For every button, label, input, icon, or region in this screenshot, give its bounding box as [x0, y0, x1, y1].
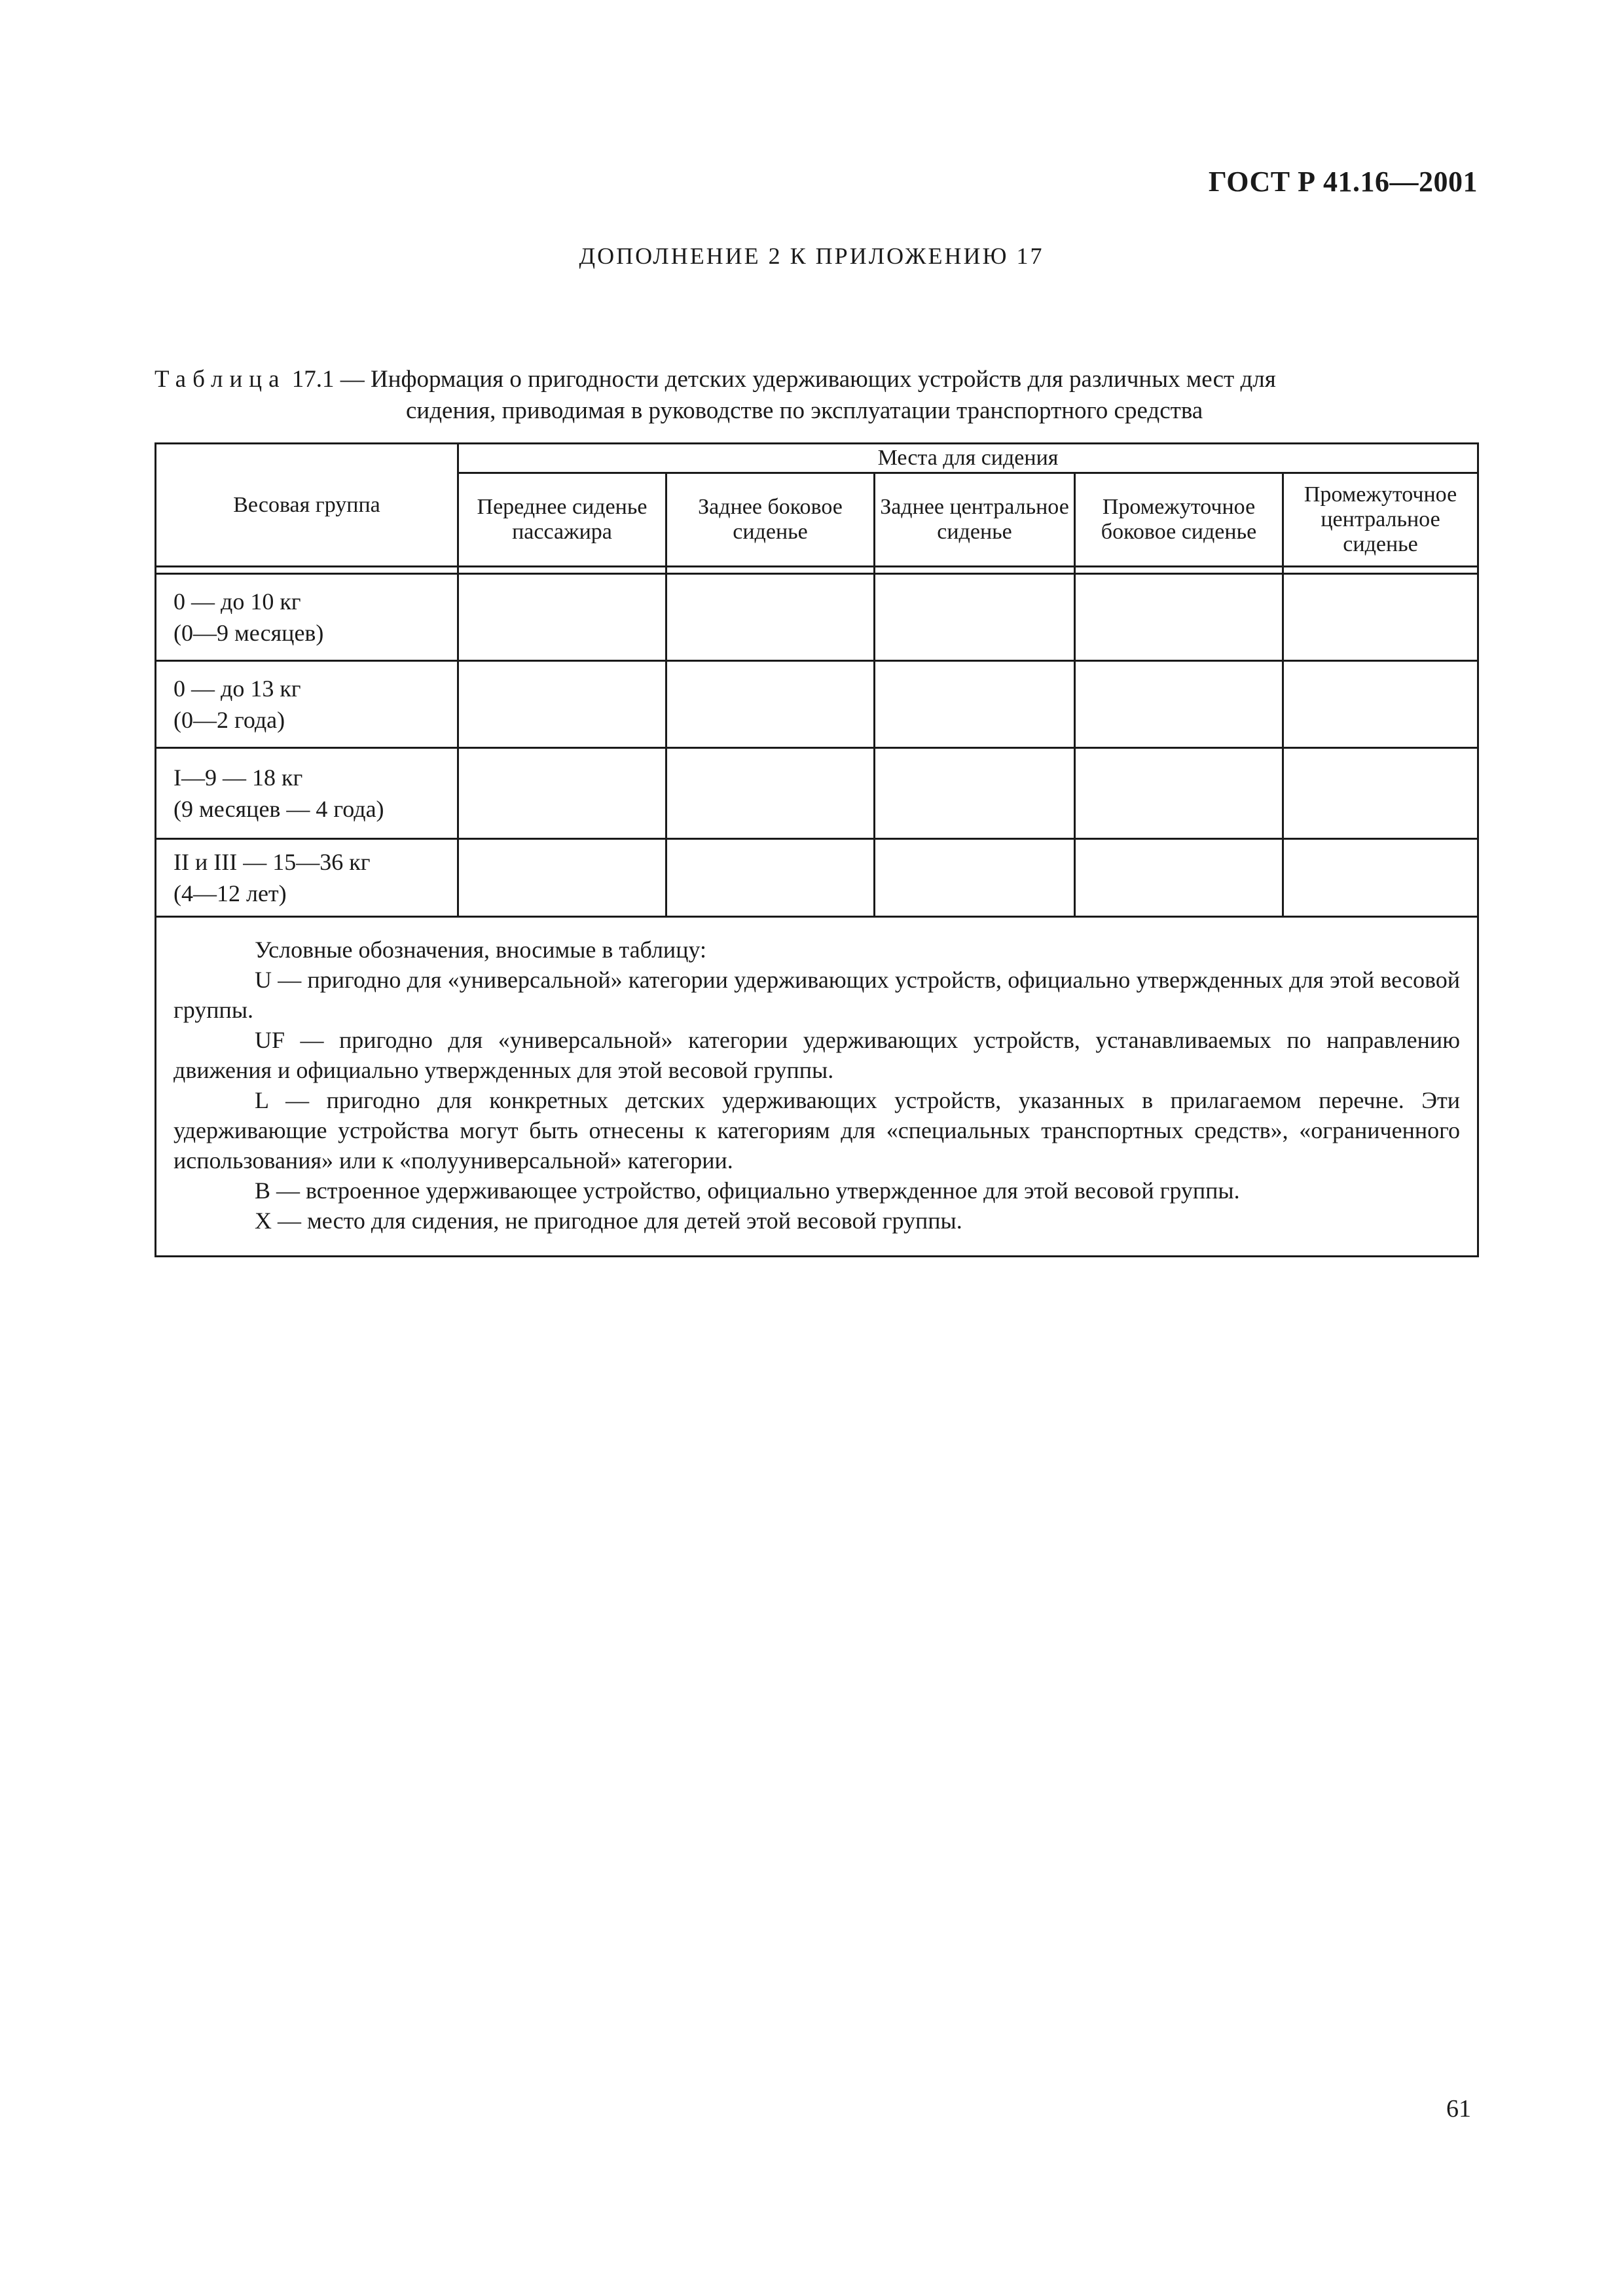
legend-intro: Условные обозначения, вносимые в таблицу: [255, 937, 706, 963]
table-caption-line1: 17.1 — Информация о пригодности детских удерживающих устройств для различных мест для [291, 366, 1276, 393]
empty-cell [875, 748, 1075, 839]
header-middle-center: Промежуточное центральное сиденье [1283, 473, 1478, 567]
weight-group-cell [156, 839, 458, 917]
header-weight-group: Весовая группа [156, 444, 458, 567]
legend-item-u: U — пригодно для «универсальной» категории удерживающих устройств, официально утвержденных для этой весовой группы. [173, 967, 1461, 1023]
empty-cell [458, 574, 666, 661]
table-row [156, 661, 1478, 748]
standard-code: ГОСТ Р 41.16—2001 [1208, 166, 1478, 198]
age-range: (0—9 месяцев) [173, 620, 324, 646]
suitability-table [155, 442, 1479, 1257]
weight-range: I—9 — 18 кг [173, 764, 303, 791]
age-range: (0—2 года) [173, 707, 285, 733]
table-caption-line2: сидения, приводимая в руководстве по эксплуатации транспортного средства [406, 397, 1203, 424]
empty-cell [666, 748, 875, 839]
empty-cell [458, 839, 666, 917]
header-middle-side: Промежуточное боковое сиденье [1075, 473, 1283, 567]
empty-cell [666, 839, 875, 917]
table-row [156, 839, 1478, 917]
weight-range: 0 — до 10 кг [173, 588, 301, 615]
empty-cell [666, 661, 875, 748]
weight-range: II и III — 15—36 кг [173, 849, 371, 875]
table-row [156, 574, 1478, 661]
table-caption-label: Таблица [155, 366, 286, 393]
weight-group-cell [156, 748, 458, 839]
legend-item-b: B — встроенное удерживающее устройство, официально утвержденное для этой весовой группы. [255, 1177, 1240, 1204]
empty-cell [1075, 748, 1283, 839]
age-range: (4—12 лет) [173, 880, 287, 906]
empty-cell [666, 574, 875, 661]
header-rear-side: Заднее боковое сиденье [666, 473, 875, 567]
header-seating-places: Места для сидения [458, 444, 1478, 473]
empty-cell [458, 748, 666, 839]
empty-cell [1075, 661, 1283, 748]
empty-cell [458, 661, 666, 748]
section-title: ДОПОЛНЕНИЕ 2 К ПРИЛОЖЕНИЮ 17 [579, 243, 1044, 269]
empty-cell [1283, 574, 1478, 661]
legend-item-uf: UF — пригодно для «универсальной» категории удерживающих устройств, устанавливаемых по направлению движения и официально утвержденных для этой весовой группы. [173, 1027, 1461, 1083]
empty-cell [1075, 839, 1283, 917]
empty-cell [875, 661, 1075, 748]
legend-item-l: L — пригодно для конкретных детских удерживающих устройств, указанных в прилагаемом перечне. Эти удерживающие устройства могут быть отнесены к категориям для «специальных транспортных средств», «ограниченного использования» или к «полууниверсальной» категории. [173, 1087, 1461, 1174]
weight-group-cell [156, 574, 458, 661]
empty-cell [1283, 839, 1478, 917]
weight-group-cell [156, 661, 458, 748]
empty-cell [1283, 748, 1478, 839]
age-range: (9 месяцев — 4 года) [173, 796, 384, 822]
empty-cell [875, 574, 1075, 661]
table-caption [155, 364, 1470, 427]
table-row [156, 748, 1478, 839]
page-number: 61 [1446, 2095, 1471, 2123]
header-front-passenger: Переднее сиденье пассажира [458, 473, 666, 567]
empty-cell [1283, 661, 1478, 748]
empty-cell [875, 839, 1075, 917]
header-rear-center: Заднее центральное сиденье [875, 473, 1075, 567]
empty-cell [1075, 574, 1283, 661]
legend [156, 917, 1478, 1257]
weight-range: 0 — до 13 кг [173, 675, 301, 702]
legend-item-x: X — место для сидения, не пригодное для детей этой весовой группы. [255, 1208, 962, 1234]
